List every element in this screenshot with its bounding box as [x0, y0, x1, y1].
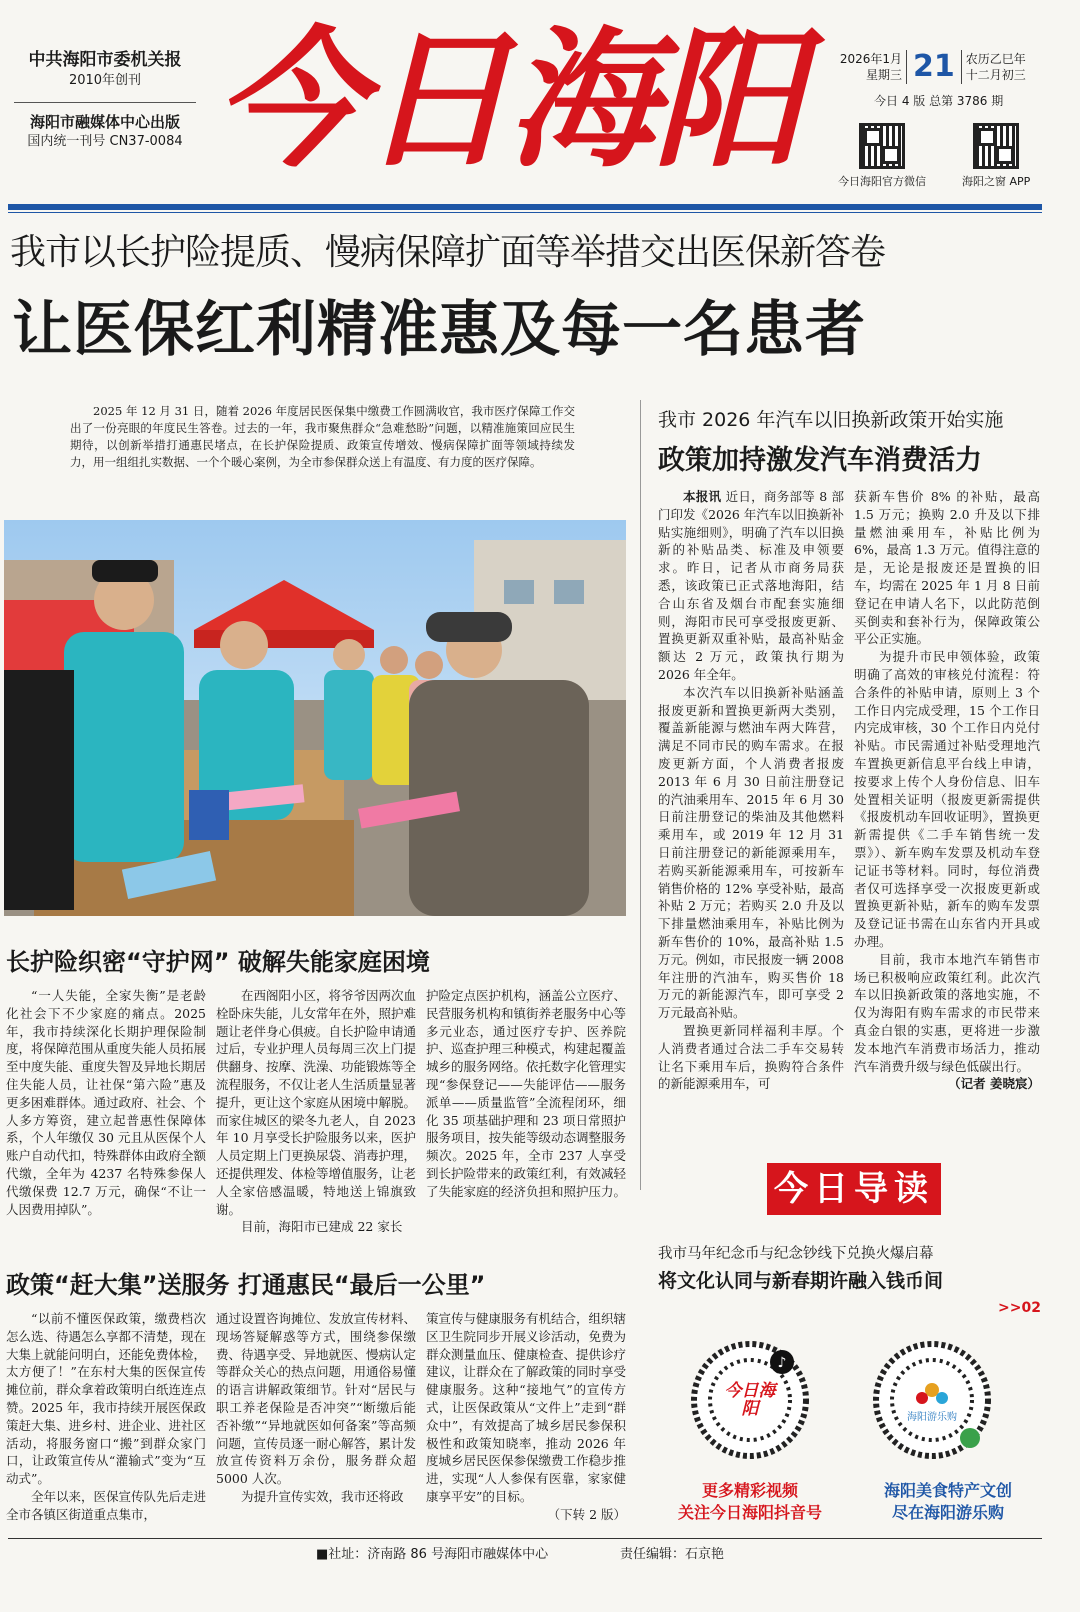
right-headline: 政策加持激发汽车消费活力 — [658, 445, 982, 476]
app-qr-icon[interactable] — [973, 123, 1019, 169]
masthead-founded: 2010年创刊 — [68, 73, 142, 88]
date-block — [828, 50, 1058, 84]
wechat-qr-caption: 今日海阳官方微信 — [838, 175, 926, 188]
masthead-rule-thin — [8, 212, 1042, 213]
masthead-cn: 国内统一刊号 CN37-0084 — [27, 134, 183, 149]
main-lead: 2025 年 12 月 31 日，随着 2026 年度居民医保集中缴费工作圆满收官，我市医疗保障工作交出了一份亮眼的年度民生答卷。过去的一年，我市聚焦群众“急难愁盼”问题，以精准施策回应民生期待，以创新举措打通惠民堵点，在长护保险提质、政策宣传增效、慢病保障扩面等领域持续发力，用一组组扎实数据、一个个暖心案例，为全市参保群众送上有温度、有力度的医疗保障。 — [70, 404, 575, 469]
guide-headline[interactable]: 将文化认同与新春期许融入钱币间 — [658, 1270, 944, 1292]
footer-address: ■社址：济南路 86 号海阳市融媒体中心 — [316, 1547, 549, 1562]
footer-rule — [8, 1538, 1042, 1539]
sub2-column-3: 策宣传与健康服务有机结合，组织辖区卫生院同步开展义诊活动，免费为群众测量血压、健康检查、提供诊疗建议，让群众在了解政策的同时享受健康服务。这种“接地气”的宣传方式，让医保政策从“文件上”走到“群众中”，有效提高了城乡居民参保积极性和政策知晓率，推动 2026 年度城乡居民医保参保缴费工作稳步推进，实现“人人参保有医靠，家家健康享平安”的目标。 — [426, 1311, 627, 1504]
lunar-day: 十二月初三 — [965, 68, 1026, 82]
svg-text:♪: ♪ — [777, 1355, 787, 1371]
masthead-divider — [14, 102, 196, 103]
main-kicker: 我市以长护险提质、慢病保障扩面等举措交出医保新答卷 — [10, 232, 886, 273]
sub2-column-2b: 为提升宣传实效，我市还将政 — [241, 1488, 404, 1504]
wechat-qr-icon[interactable] — [859, 123, 905, 169]
masthead-publisher: 海阳市融媒体中心出版 — [29, 113, 180, 131]
masthead-right — [828, 50, 1058, 189]
sub-heading-2: 政策“赶大集”送服务 打通惠民“最后一公里” — [6, 1271, 486, 1299]
guide-page-link[interactable]: >>02 — [998, 1300, 1041, 1316]
right-kicker: 我市 2026 年汽车以旧换新政策开始实施 — [658, 409, 1004, 431]
guide-kicker: 我市马年纪念币与纪念钞线下兑换火爆启幕 — [658, 1246, 934, 1262]
sub-heading-1: 长护险织密“守护网” 破解失能家庭困境 — [6, 948, 430, 976]
douyin-logo: 今日海阳 — [724, 1381, 776, 1419]
shop-caption-line1: 海阳美食特产文创 — [883, 1481, 1012, 1500]
news-photo — [4, 520, 626, 916]
sub1-column-3: 护险定点医护机构，涵盖公立医疗、民营服务机构和镇街养老服务中心等多元业态，通过医疗专护、医养院护、巡查护理三种模式，构建起覆盖城乡的服务网络。依托数字化管理实现“参保登记——失能评估——服务派单——质量监管”全流程闭环，细化 35 项基础护理和 23 项日常照护服务项目，按失能等级动态调整服务频次。2025 年，全市 237 人享受到长护险带来的政策红利，有效减轻了失能家庭的经济负担和照护压力。 — [426, 988, 627, 1199]
right-col2-p2: 为提升市民申领体验，政策明确了高效的审核兑付流程：符合条件的补贴申请，原则上 3 个工作日内完成受理，15 个工作日内完成审核，30 个工作日内兑付补贴。市民需通过补贴受理地汽车置换更新信息平台线上申请，按要求上传个人身份信息、旧车处置相关证明（报废更新需提供《报废机动车回收证明》，置换更新需提供《二手车销售统一发票》）、新车购车发票及机动车登记证书等材料。同时，每位消费者仅可选择享受一次报废更新或置换更新补贴，新车的购车发票及登记证书需在山东省内开具或办理。 — [854, 649, 1040, 949]
lead-label: 本报讯 — [683, 489, 722, 504]
douyin-qr[interactable] — [690, 1340, 810, 1460]
masthead-org: 中共海阳市委机关报 — [28, 50, 182, 70]
photo-illustration — [4, 520, 626, 916]
date-day: 21 — [906, 50, 962, 84]
douyin-caption-line2: 关注今日海阳抖音号 — [677, 1503, 822, 1522]
masthead-rule — [8, 204, 1042, 210]
sub2-column-1: “以前不懂医保政策，缴费档次怎么选、待遇怎么享都不清楚，现在大集上就能问明白，还能免费体检，太方便了！”在东村大集的医保宣传摊位前，群众拿着政策明白纸连连点赞。2025 年，我市持续开展医保政策赶大集、进乡村、进企业、进社区活动，将服务窗口“搬”到群众家门口，让政策宣传从“灌输式”变为“互动式”。 — [6, 1311, 207, 1487]
sub1-column-2b: 目前，海阳市已建成 22 家长 — [241, 1219, 403, 1235]
right-column-1: 本报讯 近日，商务部等 8 部门印发《2026 年汽车以旧换新补贴实施细则》，明确了汽车以旧换新的补贴品类、标准及申领要求。昨日，记者从市商务局获悉，该政策已正式落地海阳，结合山东省及烟台市配套实施细则，海阳市民可享受报废更新、置换更新双重补贴，最高补贴金额达 2 万元，政策执行期为 2026 年全年。 本次汽车以旧换新补贴涵盖报废更新和置换更新两大类别，覆盖新能源与燃油车两大阵营，满足不同市民的购车需求。在报废更新方面，个人消费者报废 2013 年 6 月 30 日前注册登记的汽油乘用车、2015 年 6 月 30 日前注册登记的柴油及其他燃料乘用车，或 2019 年 12 月 31 日前注册登记的新能源乘用车，若购买新能源乘用车，可按新车销售价格的 12% 享受补贴，最高补贴 2 万元；若购买 2.0 升及以下排量燃油乘用车，补贴比例为新车售价的 10%，最高补贴 1.5 万元。例如，市民报废一辆 2008 年注册的汽油车，购买售价 18 万元的新能源汽车，即可享受 2 万元最高补贴。 置换更新同样福利丰厚。个人消费者通过合法二手车交易转让名下乘用车后，换购符合条件的新能源乘用车，可 — [658, 489, 844, 1092]
guide-title: 今日导读 — [767, 1163, 941, 1215]
byline: （记者 姜晓宸） — [948, 1076, 1040, 1092]
shop-caption-line2: 尽在海阳游乐购 — [891, 1503, 1004, 1522]
date-year-month: 2026年1月 — [839, 52, 902, 66]
date-weekday: 星期三 — [865, 68, 902, 82]
shop-qr-icon — [872, 1340, 992, 1460]
right-col2-p1: 获新车售价 8% 的补贴，最高 1.5 万元；换购 2.0 升及以下排量燃油乘用车，补贴比例为 6%，最高 1.3 万元。值得注意的是，无论是报废还是置换的旧车，均需在 2025 年 1 月 8 日前登记在申请人名下，以此防范倒买倒卖和套补行为，保障政策公平公正实施。 — [854, 489, 1040, 647]
sub2-column-2: 通过设置咨询摊位、发放宣传材料、现场答疑解惑等方式，围绕参保缴费、待遇享受、异地就医、慢病认定等群众关心的热点问题，用通俗易懂的语言讲解政策细节。针对“居民与职工养老保险是否冲突”“断缴后能否补缴”“异地就医如何备案”等高频问题，宣传员逐一耐心解答，累计发放宣传资料万余份，服务群众超 5000 人次。 — [216, 1311, 417, 1487]
right-col1-p3: 置换更新同样福利丰厚。个人消费者通过合法二手车交易转让名下乘用车后，换购符合条件的新能源乘用车，可 — [658, 1022, 844, 1092]
lunar-year: 农历乙巳年 — [965, 52, 1026, 66]
edition-info: 今日 4 版 总第 3786 期 — [874, 94, 1004, 108]
right-column-2 — [854, 488, 1040, 1093]
right-col2-p3: 目前，我市本地汽车销售市场已积极响应政策红利。此次汽车以旧换新政策的落地实施，不仅为海阳有购车需求的市民带来真金白银的实惠，更将进一步激发本地汽车消费市场活力，推动汽车消费升级与绿色低碳出行。 — [854, 951, 1040, 1074]
douyin-caption — [650, 1480, 850, 1524]
sub1-column-1: “一人失能，全家失衡”是老龄化社会下不少家庭的痛点。2025 年，我市持续深化长期护理保险制度，将保障范围从重度失能人员拓展至中度失能、重度失智及异地长期居住失能人员，让社保“第六险”惠及更多困难群体。通过政府、社会、个人多方筹资，建立起普惠性保障体系，个人年缴仅 30 元且从医保个人账户自动代扣，特殊群体由政府全额代缴，全年为 4237 名特殊参保人代缴保费 12.7 万元，确保“不让一人因费用掉队”。 — [6, 988, 207, 1217]
footer-editor: 责任编辑：石京艳 — [620, 1547, 725, 1562]
main-headline: 让医保红利精准惠及每一名患者 — [12, 295, 866, 365]
shop-qr[interactable] — [872, 1340, 992, 1460]
jump-note[interactable]: （下转 2 版） — [547, 1506, 626, 1522]
sub1-column-2: 在西阁阳小区，将爷爷因两次血栓卧床失能，儿女常年在外，照护难题让老伴身心俱疲。自长护险申请通过后，专业护理人员每周三次上门提供翻身、按摩、洗澡、功能锻炼等全流程服务，不仅让老人生活质量显著提升，更让这个家庭从困境中解脱。而家住城区的梁冬九老人，自 2023 年 10 月享受长护险服务以来，医护人员定期上门更换尿袋、消毒护理，还提供理发、体检等增值服务，让老人全家倍感温暖，特地送上锦旗致谢。 — [216, 988, 417, 1217]
shop-caption — [848, 1480, 1048, 1524]
right-col1-p2: 本次汽车以旧换新补贴涵盖报废更新和置换更新两大类别，覆盖新能源与燃油车两大阵营，满足不同市民的购车需求。在报废更新方面，个人消费者报废 2013 年 6 月 30 日前注册登记的汽油乘用车、2015 年 6 月 30 日前注册登记的柴油及其他燃料乘用车，或 2019 年 12 月 31 日前注册登记的新能源乘用车，若购买新能源乘用车，可按新车销售价格的 12% 享受补贴，最高补贴 2 万元；若购买 2.0 升及以下排量燃油乘用车，补贴比例为新车售价的 10%，最高补贴 1.5 万元。例如，市民报废一辆 2008 年注册的汽油车，购买售价 18 万元的新能源汽车，即可享受 2 万元最高补贴。 — [658, 684, 844, 1021]
newspaper-logo: 今日海阳 — [215, 12, 800, 188]
app-qr-caption: 海阳之窗 APP — [962, 175, 1031, 188]
column-divider — [640, 400, 641, 1190]
masthead-left — [10, 48, 200, 151]
sub2-column-1b: 全年以来，医保宣传队先后走进全市各镇区街道重点集市， — [6, 1488, 207, 1522]
douyin-caption-line1: 更多精彩视频 — [701, 1481, 798, 1500]
shop-logo: 海阳游乐购 — [907, 1412, 957, 1423]
